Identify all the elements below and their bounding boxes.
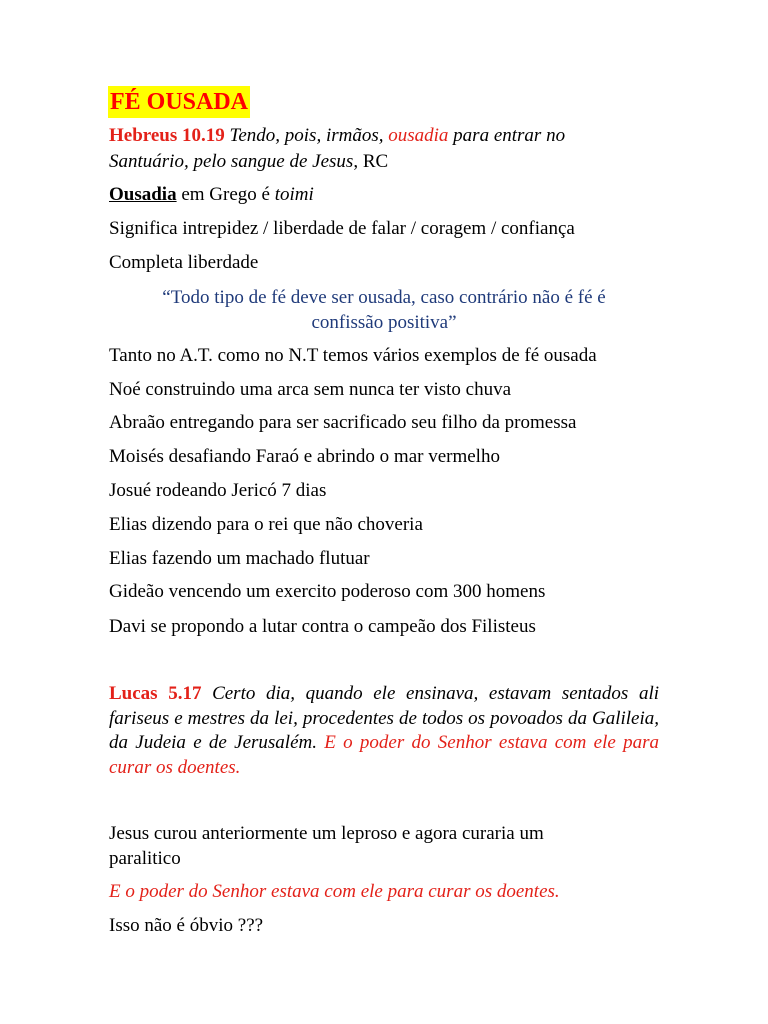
- complete-line: Completa liberdade: [109, 252, 259, 273]
- example-item: Moisés desafiando Faraó e abrindo o mar vermelho: [109, 446, 500, 467]
- lucas-highlight: E o poder do Senhor estava com ele para curar os doentes.: [109, 732, 659, 778]
- lucas-verse: [109, 682, 659, 780]
- quote-line-2: confissão positiva”: [311, 312, 457, 333]
- hebreus-text-a: Tendo, pois, irmãos,: [224, 125, 389, 146]
- lucas-reference: Lucas 5.17: [109, 683, 202, 704]
- example-item: Elias dizendo para o rei que não choveria: [109, 514, 423, 535]
- hebreus-version: , RC: [353, 151, 389, 172]
- example-item: Elias fazendo um machado flutuar: [109, 548, 370, 569]
- hebreus-highlight: ousadia: [388, 125, 449, 146]
- hebreus-text-c: Santuário, pelo sangue de Jesus: [109, 151, 354, 172]
- meaning-line: Significa intrepidez / liberdade de falar / coragem / confiança: [109, 218, 575, 239]
- hebreus-reference: Hebreus 10.19: [109, 125, 225, 146]
- lucas-text: Certo dia, quando ele ensinava, estavam sentados ali fariseus e mestres da lei, procedentes de todos os povoados da Galileia, da Judeia e de Jerusalém.: [109, 683, 659, 753]
- example-item: Noé construindo uma arca sem nunca ter visto chuva: [109, 379, 512, 400]
- hebreus-verse-line-2: [109, 150, 388, 174]
- example-item: Abraão entregando para ser sacrificado seu filho da promessa: [109, 412, 577, 433]
- ousadia-line: [109, 183, 314, 207]
- quote-line-1: “Todo tipo de fé deve ser ousada, caso contrário não é fé é: [162, 287, 606, 308]
- examples-intro: Tanto no A.T. como no N.T temos vários exemplos de fé ousada: [109, 345, 597, 366]
- page-title: FÉ OUSADA: [108, 86, 250, 118]
- power-repeat: E o poder do Senhor estava com ele para curar os doentes.: [109, 881, 560, 902]
- jesus-line-2: paralitico: [109, 848, 181, 869]
- ousadia-word: Ousadia: [109, 184, 177, 205]
- example-item: Gideão vencendo um exercito poderoso com 300 homens: [109, 581, 546, 602]
- ousadia-middle: em Grego é: [176, 184, 275, 205]
- example-item: Josué rodeando Jericó 7 dias: [109, 480, 327, 501]
- example-item: Davi se propondo a lutar contra o campeão dos Filisteus: [109, 616, 536, 637]
- hebreus-verse-line-1: [109, 124, 565, 148]
- ousadia-greek: toimi: [274, 184, 314, 205]
- hebreus-text-b: para entrar no: [448, 125, 566, 146]
- jesus-line-1: Jesus curou anteriormente um leproso e agora curaria um: [109, 823, 544, 844]
- question-line: Isso não é óbvio ???: [109, 915, 264, 936]
